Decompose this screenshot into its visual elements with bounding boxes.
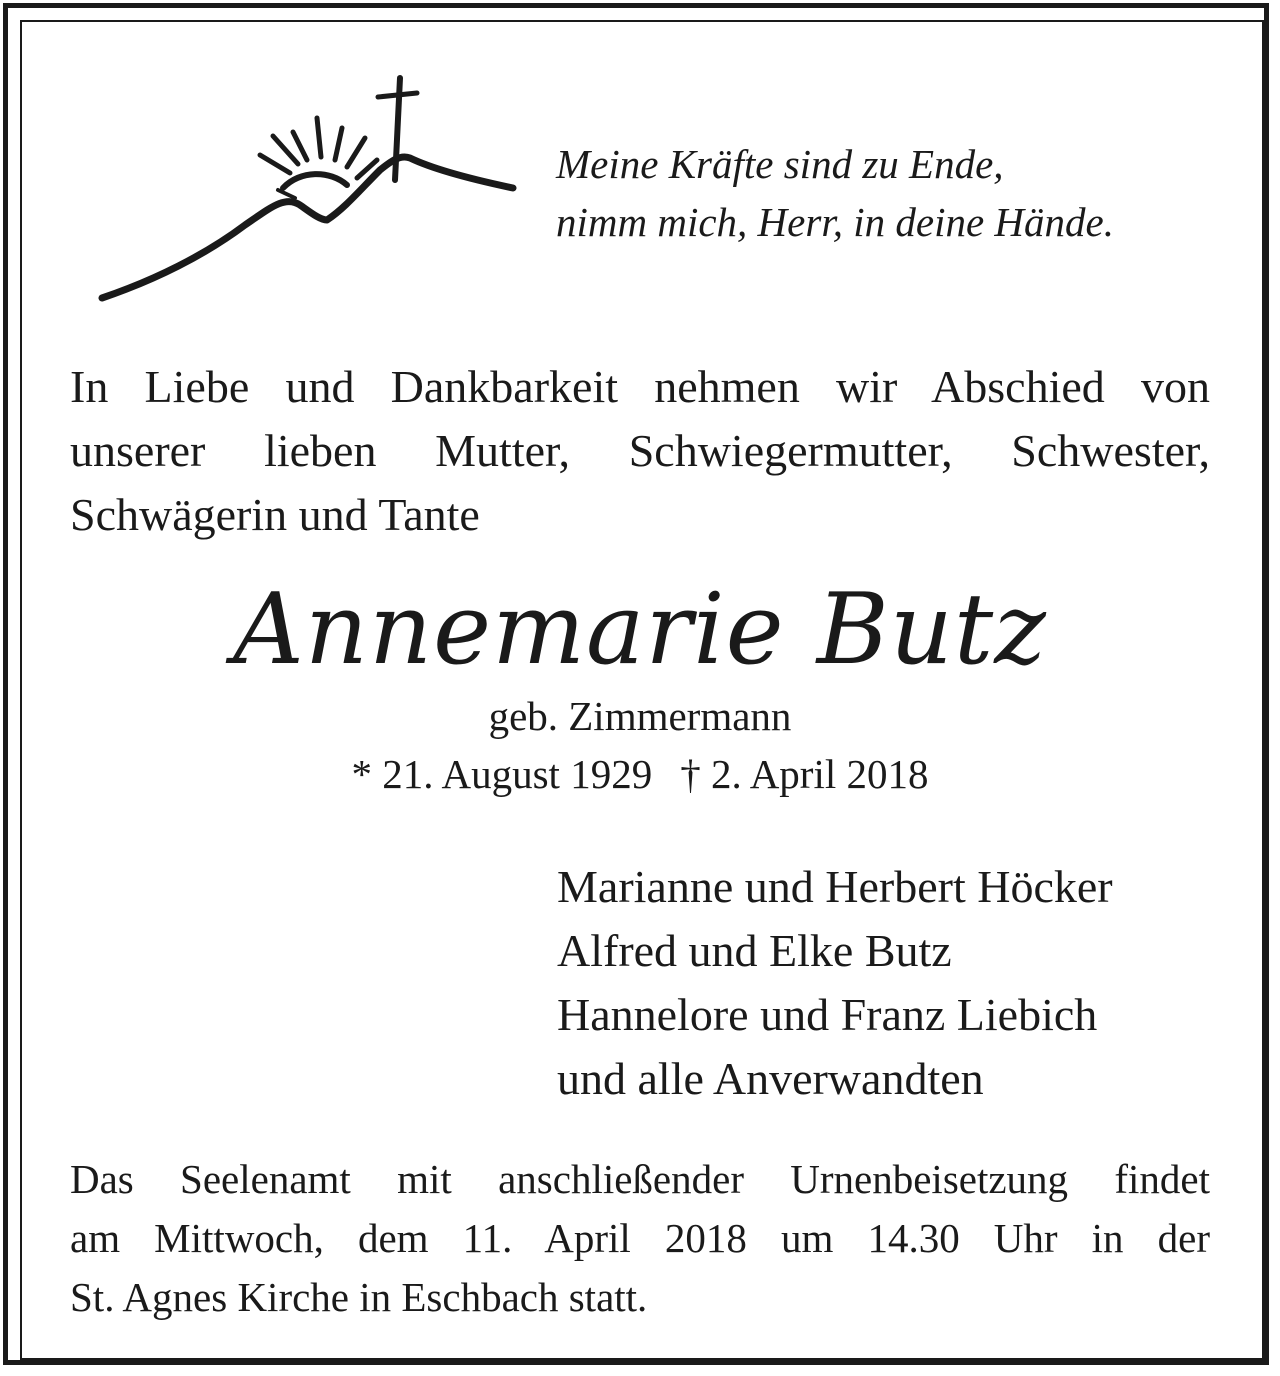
intro-line: In Liebe und Dankbarkeit nehmen wir Abschied von (70, 361, 1210, 412)
intro-line: Schwägerin und Tante (70, 489, 480, 540)
mourner-line: Alfred und Elke Butz (557, 925, 952, 976)
sunrise-mountain-cross-icon (95, 70, 525, 310)
service-line: am Mittwoch, dem 11. April 2018 um 14.30 Uhr in der (70, 1215, 1210, 1261)
life-dates (0, 748, 1280, 800)
service-line: Das Seelenamt mit anschließender Urnenbeisetzung findet (70, 1156, 1210, 1202)
mourners-list (557, 855, 1257, 1111)
intro-line: unserer lieben Mutter, Schwiegermutter, Schwester, (70, 425, 1210, 476)
verse-line: Meine Kräfte sind zu Ende, (556, 141, 1004, 187)
mourner-line: und alle Anverwandten (557, 1053, 984, 1104)
verse-line: nimm mich, Herr, in deine Hände. (556, 199, 1114, 245)
maiden-name: geb. Zimmermann (488, 693, 792, 739)
verse (556, 135, 1246, 251)
deceased-name: Annemarie Butz (233, 573, 1047, 687)
death-date: † 2. April 2018 (680, 751, 929, 797)
birth-date: * 21. August 1929 (351, 751, 653, 797)
service-line: St. Agnes Kirche in Eschbach statt. (70, 1274, 648, 1320)
mourner-line: Marianne und Herbert Höcker (557, 861, 1113, 912)
intro-text (70, 355, 1210, 547)
mourner-line: Hannelore und Franz Liebich (557, 989, 1098, 1040)
service-info (70, 1150, 1210, 1327)
